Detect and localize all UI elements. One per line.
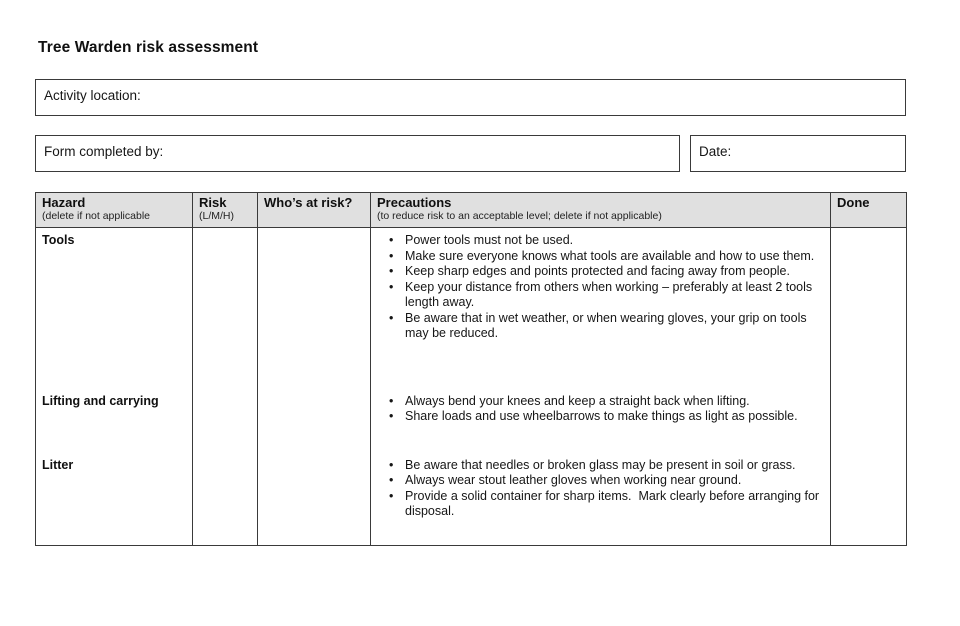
risk-cell[interactable] (193, 389, 258, 453)
risk-cell[interactable] (193, 228, 258, 389)
header-who (258, 193, 371, 228)
done-cell[interactable] (831, 453, 907, 546)
activity-location-field[interactable] (35, 79, 906, 116)
precaution-bullet: • Share loads and use wheelbarrows to make things as light as possible. (389, 409, 820, 425)
precaution-bullet: • Power tools must not be used. (389, 233, 820, 249)
header-precautions-note: (to reduce risk to an acceptable level; delete if not applicable) (377, 210, 662, 222)
date-label: Date: (699, 144, 732, 159)
table-row (36, 389, 907, 453)
hazard-cell (36, 453, 193, 546)
hazard-cell-label: Tools (42, 233, 75, 247)
precautions-list (377, 394, 824, 425)
form-completed-by-label: Form completed by: (44, 144, 164, 159)
precaution-bullet: • Keep sharp edges and points protected and facing away from people. (389, 264, 820, 280)
date-field[interactable] (690, 135, 906, 172)
who-at-risk-cell[interactable] (258, 453, 371, 546)
precautions-list (377, 233, 824, 342)
precaution-bullet: • Keep your distance from others when working – preferably at least 2 tools length away. (389, 280, 820, 311)
form-completed-by-field[interactable] (35, 135, 680, 172)
hazard-cell (36, 228, 193, 389)
who-at-risk-cell[interactable] (258, 389, 371, 453)
precaution-bullet: • Always wear stout leather gloves when working near ground. (389, 473, 820, 489)
precaution-bullet: • Make sure everyone knows what tools are available and how to use them. (389, 249, 820, 265)
header-risk (193, 193, 258, 228)
header-hazard-note: (delete if not applicable (42, 210, 150, 222)
precautions-list (377, 458, 824, 520)
precautions-cell (371, 453, 831, 546)
precaution-bullet: • Provide a solid container for sharp items. Mark clearly before arranging for disposal. (389, 489, 820, 520)
done-cell[interactable] (831, 389, 907, 453)
risk-cell[interactable] (193, 453, 258, 546)
header-who-label: Who’s at risk? (264, 195, 353, 210)
hazard-table-body (36, 228, 907, 546)
header-risk-note: (L/M/H) (199, 210, 234, 222)
precautions-cell (371, 228, 831, 389)
precautions-cell (371, 389, 831, 453)
hazard-cell (36, 389, 193, 453)
done-cell[interactable] (831, 228, 907, 389)
precaution-bullet: • Be aware that in wet weather, or when wearing gloves, your grip on tools may be reduced. (389, 311, 820, 342)
table-row (36, 228, 907, 389)
table-header-row (36, 193, 907, 228)
page-title: Tree Warden risk assessment (38, 39, 259, 56)
hazard-cell-label: Litter (42, 457, 74, 472)
header-precautions (371, 193, 831, 228)
header-done (831, 193, 907, 228)
header-risk-label: Risk (199, 195, 227, 210)
risk-assessment-table (35, 192, 907, 546)
table-row (36, 453, 907, 546)
activity-location-label: Activity location: (44, 88, 141, 103)
header-hazard-label: Hazard (42, 195, 86, 210)
header-hazard (36, 193, 193, 228)
header-done-label: Done (837, 195, 870, 210)
precaution-bullet: • Be aware that needles or broken glass may be present in soil or grass. (389, 458, 820, 474)
hazard-cell-label: Lifting and carrying (42, 393, 159, 408)
precaution-bullet: • Always bend your knees and keep a straight back when lifting. (389, 394, 820, 410)
who-at-risk-cell[interactable] (258, 228, 371, 389)
header-precautions-label: Precautions (377, 195, 452, 210)
